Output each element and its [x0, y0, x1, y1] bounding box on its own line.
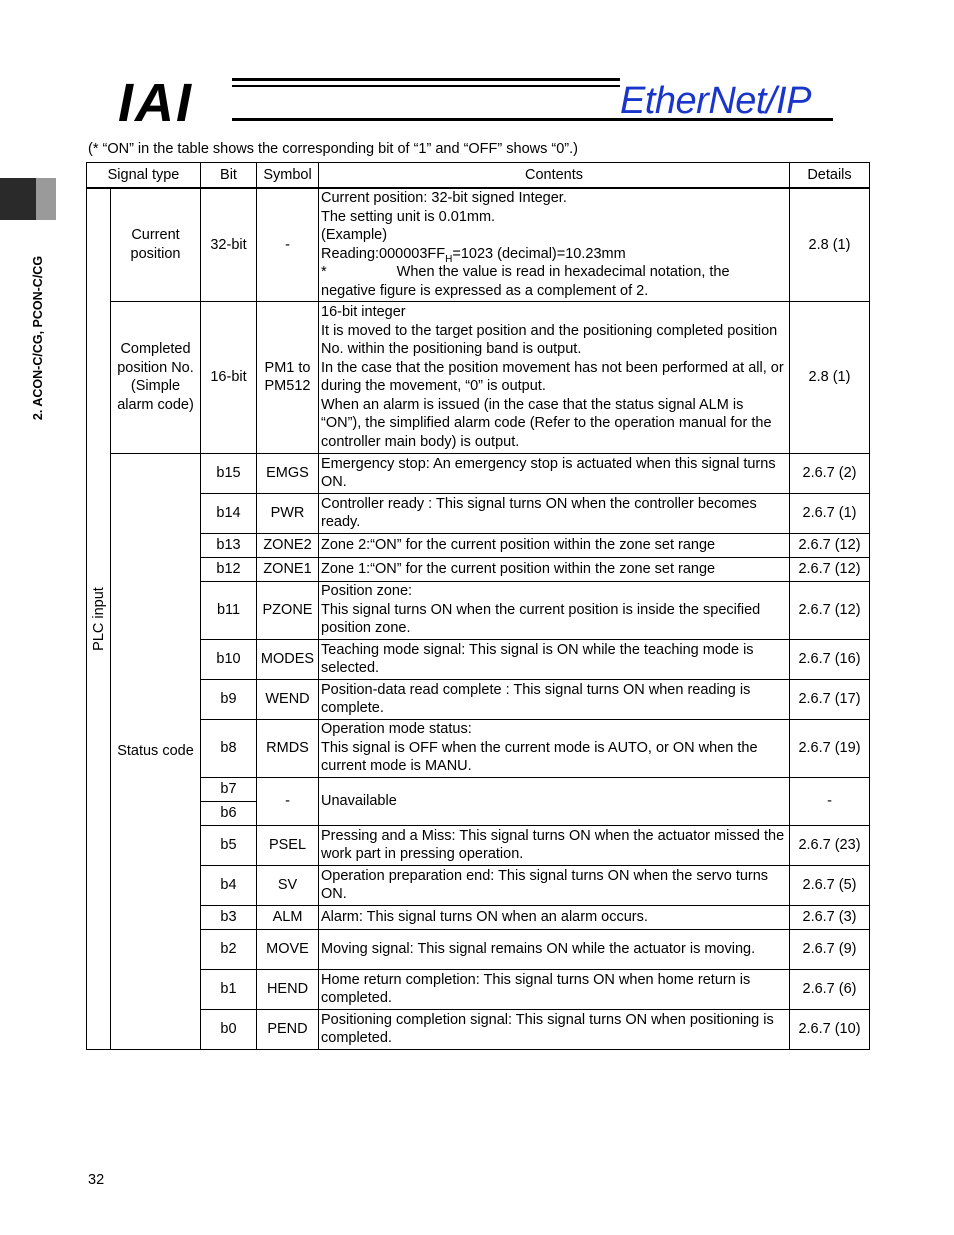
symbol-cell: PZONE — [257, 581, 319, 639]
details-cell: 2.6.7 (23) — [790, 825, 870, 865]
symbol-cell: - — [257, 188, 319, 301]
contents-cell: Positioning completion signal: This signal turns ON when positioning is completed. — [319, 1009, 790, 1049]
symbol-cell: - — [257, 777, 319, 825]
bit-cell: b14 — [201, 493, 257, 533]
contents-cell: Operation mode status: This signal is OFF when the current mode is AUTO, or ON when the current mode is MANU. — [319, 719, 790, 777]
bit-cell: b15 — [201, 453, 257, 493]
bit-cell: b9 — [201, 679, 257, 719]
details-cell: 2.8 (1) — [790, 301, 870, 453]
bit-cell: b12 — [201, 557, 257, 581]
header-details: Details — [790, 163, 870, 189]
bit-cell: b3 — [201, 905, 257, 929]
symbol-cell: PSEL — [257, 825, 319, 865]
contents-cell: 16-bit integer It is moved to the target position and the positioning completed position No. within the positioning band is output. In the case that the position movement has not been performed at all, or during the movement, “0” is output. When an alarm is issued (in the case that the status signal ALM is “ON”), the simplified alarm code (Refer to the operation manual for the controller main body) is output. — [319, 301, 790, 453]
symbol-cell: ALM — [257, 905, 319, 929]
contents-cell: Zone 2:“ON” for the current position within the zone set range — [319, 533, 790, 557]
contents-cell: Controller ready : This signal turns ON when the controller becomes ready. — [319, 493, 790, 533]
header-bit: Bit — [201, 163, 257, 189]
symbol-cell: RMDS — [257, 719, 319, 777]
table-row — [87, 905, 870, 929]
header-rule-top — [232, 78, 620, 81]
details-cell: 2.6.7 (10) — [790, 1009, 870, 1049]
chapter-tab-grey — [36, 178, 56, 220]
header-rule-mid — [232, 85, 620, 87]
contents-cell: Position zone: This signal turns ON when the current position is inside the specified position zone. — [319, 581, 790, 639]
signal-table — [86, 162, 870, 1050]
details-cell: 2.6.7 (12) — [790, 581, 870, 639]
table-row — [87, 929, 870, 969]
iai-logo: IAI — [118, 73, 194, 133]
symbol-cell: HEND — [257, 969, 319, 1009]
signal-type-cell: Completed position No. (Simple alarm code) — [111, 301, 201, 453]
bit-cell: 16-bit — [201, 301, 257, 453]
plc-input-label: PLC input — [87, 188, 111, 1049]
bit-cell: 32-bit — [201, 188, 257, 301]
contents-cell: Current position: 32-bit signed Integer. The setting unit is 0.01mm. (Example) $Reading:000003FF_H=1023$ (decimal)=10.23mm * When the value is read in hexadecimal notation, the negative figure is expressed as a complement of 2. — [319, 188, 790, 301]
table-header-row — [87, 163, 870, 189]
bit-cell: b6 — [201, 801, 257, 825]
bit-cell: b2 — [201, 929, 257, 969]
bit-cell: b8 — [201, 719, 257, 777]
signal-type-cell: Current position — [111, 188, 201, 301]
table-row — [87, 557, 870, 581]
contents-cell: Pressing and a Miss: This signal turns ON when the actuator missed the work part in pressing operation. — [319, 825, 790, 865]
header-symbol: Symbol — [257, 163, 319, 189]
table-row — [87, 453, 870, 493]
symbol-cell: ZONE2 — [257, 533, 319, 557]
bit-cell: b5 — [201, 825, 257, 865]
table-note: (* “ON” in the table shows the corresponding bit of “1” and “OFF” shows “0”.) — [88, 141, 578, 157]
table-row — [87, 533, 870, 557]
signal-type-cell: Status code — [111, 453, 201, 1049]
chapter-label: 2. ACON-C/CG, PCON-C/CG — [31, 255, 45, 420]
header-signal-type: Signal type — [87, 163, 201, 189]
table-row — [87, 1009, 870, 1049]
symbol-cell: MOVE — [257, 929, 319, 969]
table-row — [87, 969, 870, 1009]
details-cell: 2.6.7 (3) — [790, 905, 870, 929]
details-cell: 2.6.7 (16) — [790, 639, 870, 679]
ethernet-ip-logo: EtherNet/IP — [620, 80, 811, 122]
table-row — [87, 639, 870, 679]
contents-cell: Operation preparation end: This signal turns ON when the servo turns ON. — [319, 865, 790, 905]
contents-cell: Position-data read complete : This signal turns ON when reading is complete. — [319, 679, 790, 719]
details-cell: 2.6.7 (12) — [790, 557, 870, 581]
symbol-cell: PEND — [257, 1009, 319, 1049]
table-row — [87, 719, 870, 777]
details-cell: 2.6.7 (17) — [790, 679, 870, 719]
symbol-cell: SV — [257, 865, 319, 905]
bit-cell: b1 — [201, 969, 257, 1009]
details-cell: 2.6.7 (9) — [790, 929, 870, 969]
details-cell: 2.8 (1) — [790, 188, 870, 301]
bit-cell: b13 — [201, 533, 257, 557]
symbol-cell: PM1 to PM512 — [257, 301, 319, 453]
details-cell: 2.6.7 (12) — [790, 533, 870, 557]
page-number: 32 — [88, 1172, 105, 1188]
details-cell: 2.6.7 (1) — [790, 493, 870, 533]
symbol-cell: EMGS — [257, 453, 319, 493]
bit-cell: b0 — [201, 1009, 257, 1049]
table-row — [87, 825, 870, 865]
contents-cell: Teaching mode signal: This signal is ON while the teaching mode is selected. — [319, 639, 790, 679]
table-row — [87, 865, 870, 905]
contents-cell: Home return completion: This signal turns ON when home return is completed. — [319, 969, 790, 1009]
details-cell: 2.6.7 (2) — [790, 453, 870, 493]
table-row — [87, 679, 870, 719]
details-cell: 2.6.7 (5) — [790, 865, 870, 905]
table-row — [87, 301, 870, 453]
symbol-cell: PWR — [257, 493, 319, 533]
contents-cell: Unavailable — [319, 777, 790, 825]
details-cell: 2.6.7 (19) — [790, 719, 870, 777]
symbol-cell: MODES — [257, 639, 319, 679]
contents-cell: Alarm: This signal turns ON when an alarm occurs. — [319, 905, 790, 929]
bit-cell: b11 — [201, 581, 257, 639]
chapter-tab-dark — [0, 178, 36, 220]
bit-cell: b4 — [201, 865, 257, 905]
contents-cell: Emergency stop: An emergency stop is actuated when this signal turns ON. — [319, 453, 790, 493]
contents-cell: Moving signal: This signal remains ON while the actuator is moving. — [319, 929, 790, 969]
header-contents: Contents — [319, 163, 790, 189]
table-row — [87, 581, 870, 639]
table-row — [87, 188, 870, 301]
table-row — [87, 493, 870, 533]
bit-cell: b10 — [201, 639, 257, 679]
symbol-cell: WEND — [257, 679, 319, 719]
details-cell: 2.6.7 (6) — [790, 969, 870, 1009]
symbol-cell: ZONE1 — [257, 557, 319, 581]
table-row — [87, 777, 870, 801]
contents-cell: Zone 1:“ON” for the current position within the zone set range — [319, 557, 790, 581]
bit-cell: b7 — [201, 777, 257, 801]
details-cell: - — [790, 777, 870, 825]
